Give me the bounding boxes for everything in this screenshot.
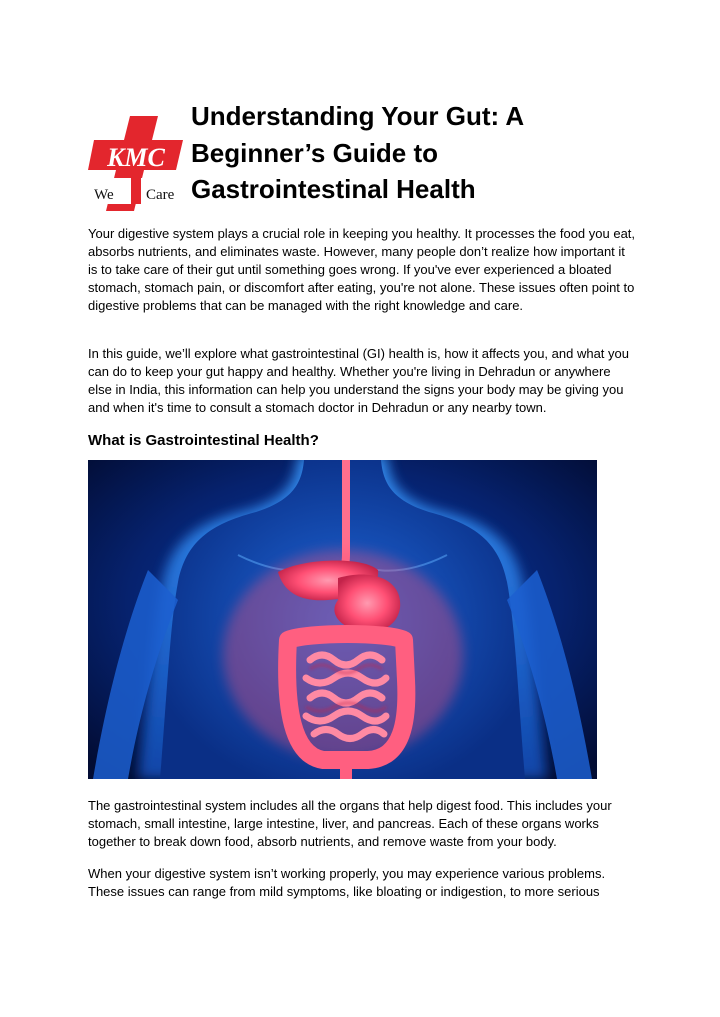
problems-paragraph: When your digestive system isn’t working properly, you may experience various problems. These issues can range from mild symptoms, like bloating or indigestion, to more serious (88, 866, 606, 899)
logo-brand-text: KMC (107, 143, 165, 172)
intro-paragraph: Your digestive system plays a crucial role in keeping you healthy. It processes the food you eat, absorbs nutrients, and eliminates waste. However, many people don’t realize how important it is to take care of their gut until something goes wrong. If you've ever experienced a bloated stomach, stomach pain, or discomfort after eating, you're not alone. These issues often point to digestive problems that can be managed with the right knowledge and care. (88, 226, 636, 313)
kmc-logo (88, 116, 183, 211)
gi-system-paragraph: The gastrointestinal system includes all the organs that help digest food. This includes your stomach, small intestine, large intestine, liver, and pancreas. Each of these organs works together to break down food, absorb nutrients, and remove waste from your body. (88, 798, 612, 849)
digestive-system-illustration (88, 460, 597, 779)
logo-tagline-left: We (94, 187, 114, 203)
article-header (88, 98, 648, 213)
guide-overview-paragraph: In this guide, we’ll explore what gastrointestinal (GI) health is, how it affects you, and what you can do to keep your gut happy and healthy. Whether you're living in Dehradun or anywhere else in India, this information can help you understand the signs your body may be giving you and when it's time to consult a stomach doctor in Dehradun or any nearby town. (88, 346, 629, 415)
stomach-shape (334, 575, 400, 632)
logo-tagline-right: Care (146, 187, 175, 203)
article-title: Understanding Your Gut: A Beginner’s Guide to Gastrointestinal Health (191, 101, 524, 204)
section-heading: What is Gastrointestinal Health? (88, 432, 319, 449)
